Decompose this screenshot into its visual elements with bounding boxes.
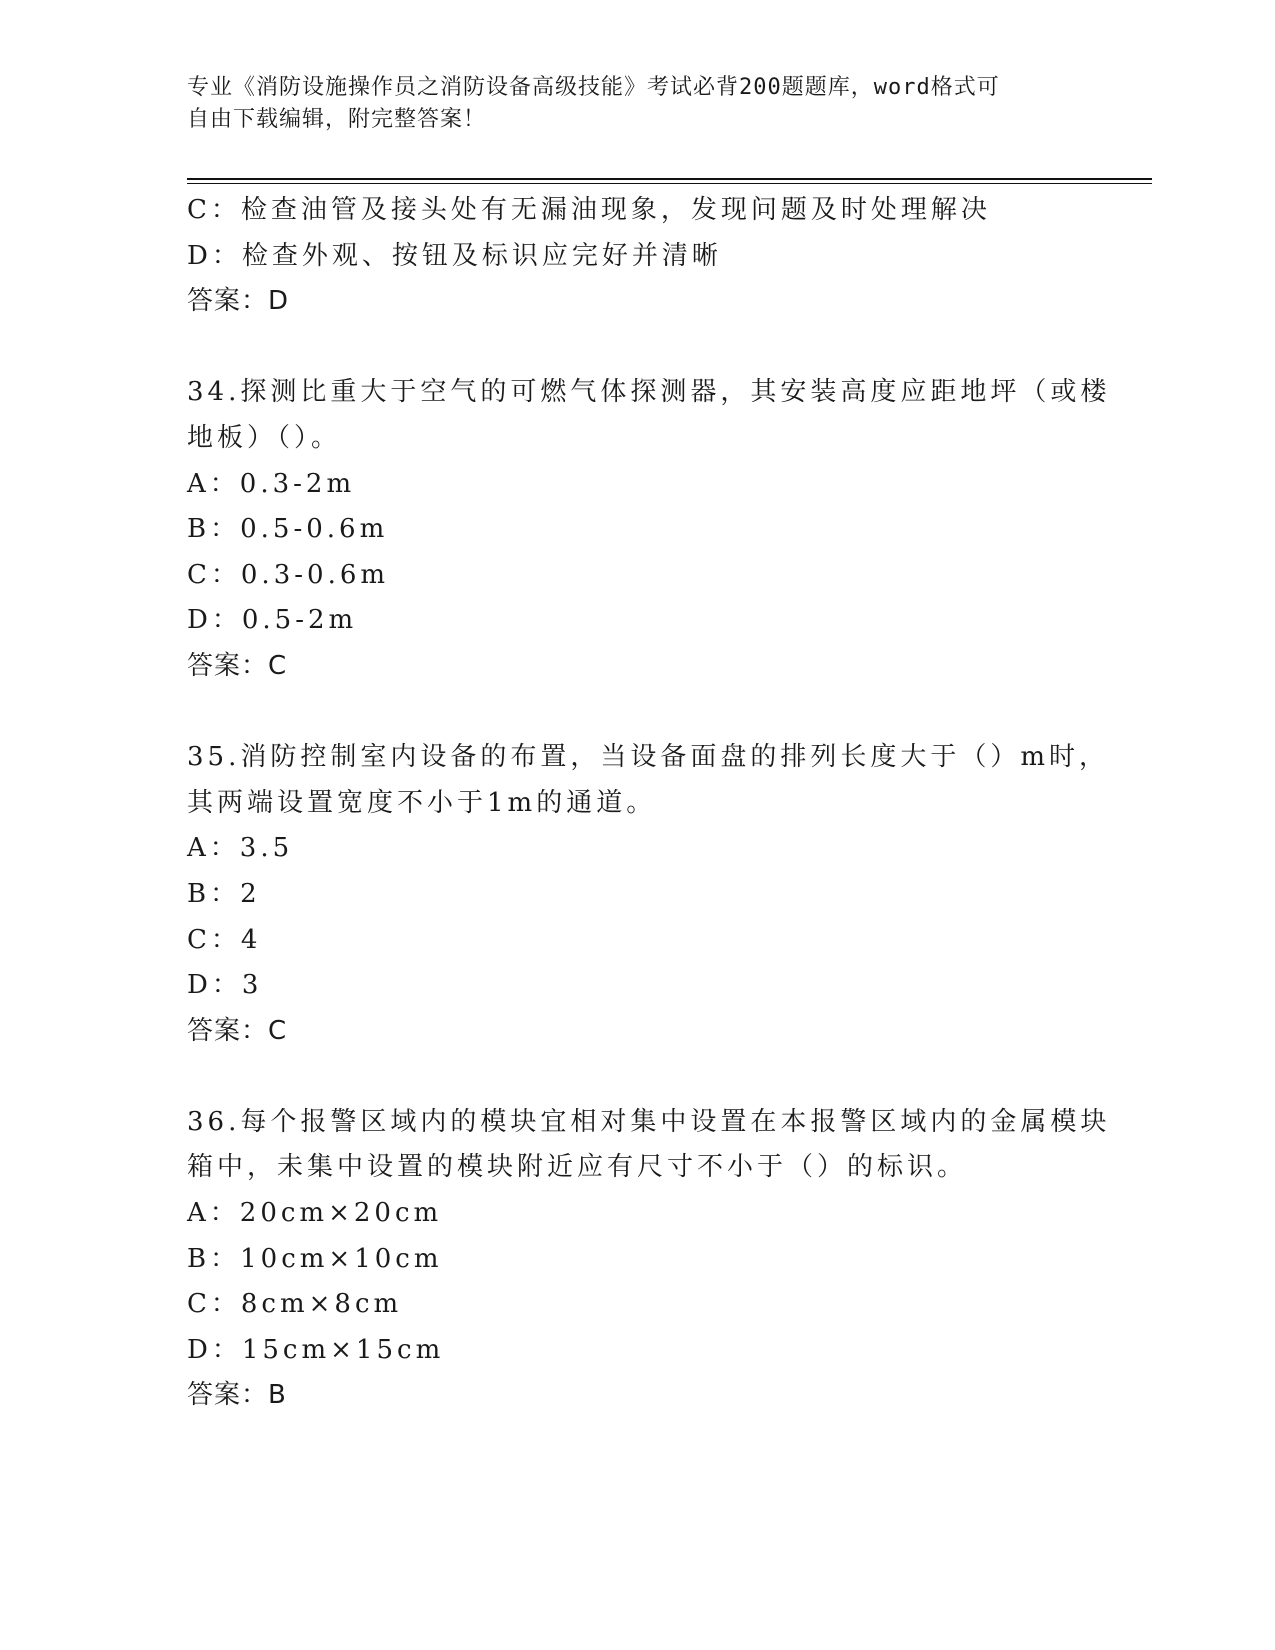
question-36 <box>187 1100 1111 1419</box>
spacer <box>187 1054 1087 1100</box>
question-stem: 箱中，未集中设置的模块附近应有尺寸不小于（）的标识。 <box>187 1152 968 1183</box>
option-d: D：0.5-2m <box>187 605 358 636</box>
answer-line: 答案：D <box>187 286 290 317</box>
option-d: D：3 <box>187 970 263 1001</box>
option-b: B：0.5-0.6m <box>187 514 389 545</box>
option-d: D：检查外观、按钮及标识应完好并清晰 <box>187 240 722 271</box>
question-34 <box>187 370 1111 689</box>
header-divider-thick <box>187 178 1152 180</box>
question-35 <box>187 735 1110 1054</box>
question-33-continuation <box>187 188 1087 325</box>
document-header <box>187 72 1087 136</box>
spacer <box>187 690 1087 736</box>
spacer <box>187 325 1087 371</box>
answer-line: 答案：C <box>187 650 288 681</box>
option-b: B：2 <box>187 878 261 909</box>
answer-line: 答案：B <box>187 1380 287 1411</box>
question-list <box>187 188 1111 1419</box>
question-stem: 其两端设置宽度不小于1m的通道。 <box>187 787 657 818</box>
header-title-line-1: 专业《消防设施操作员之消防设备高级技能》考试必背200题题库，word格式可 <box>187 75 1000 100</box>
option-c: C：8cm×8cm <box>187 1289 403 1320</box>
answer-line: 答案：C <box>187 1015 288 1046</box>
header-title-line-2: 自由下载编辑，附完整答案！ <box>187 107 487 132</box>
question-stem: 34.探测比重大于空气的可燃气体探测器，其安装高度应距地坪（或楼 <box>187 377 1111 408</box>
question-stem: 36.每个报警区域内的模块宜相对集中设置在本报警区域内的金属模块 <box>187 1106 1111 1137</box>
question-stem: 35.消防控制室内设备的布置，当设备面盘的排列长度大于（）m时， <box>187 742 1110 773</box>
option-c: C：4 <box>187 924 262 955</box>
question-stem: 地板）（）。 <box>187 422 342 453</box>
header-divider-thin <box>187 183 1152 184</box>
option-b: B：10cm×10cm <box>187 1243 443 1274</box>
option-d: D：15cm×15cm <box>187 1334 445 1365</box>
option-a: A：20cm×20cm <box>187 1198 443 1229</box>
option-c: C：0.3-0.6m <box>187 559 390 590</box>
option-a: A：3.5 <box>187 833 294 864</box>
option-c: C：检查油管及接头处有无漏油现象，发现问题及时处理解决 <box>187 195 991 225</box>
option-a: A：0.3-2m <box>187 468 356 499</box>
